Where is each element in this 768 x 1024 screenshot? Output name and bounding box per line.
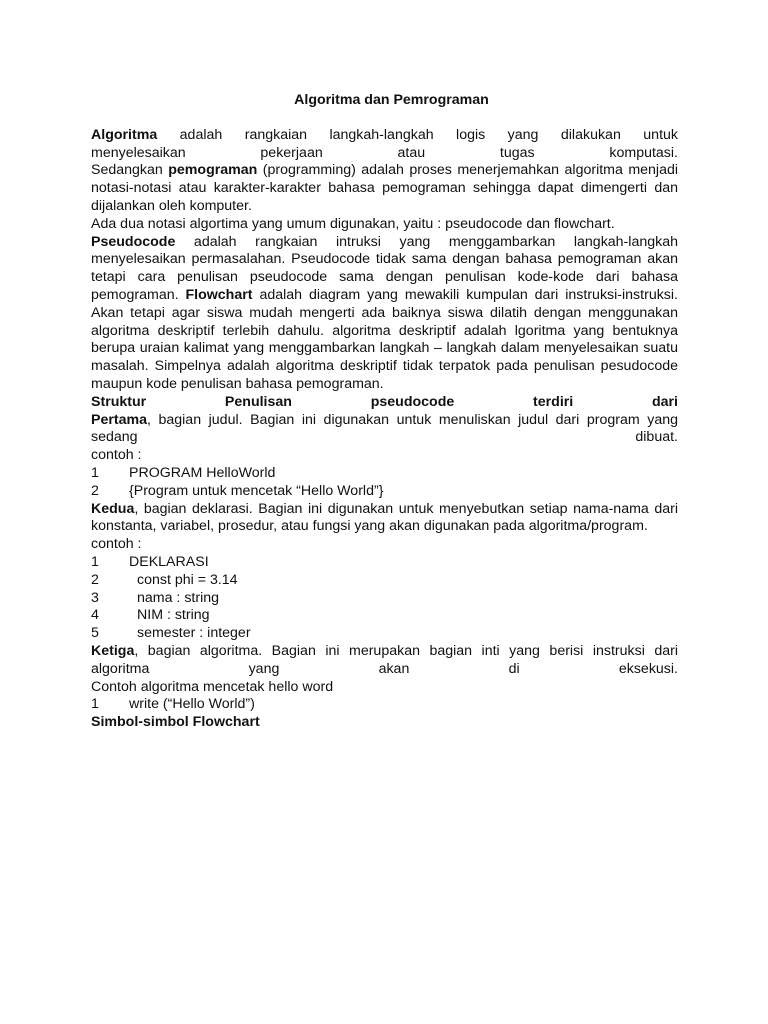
struktur-text: Struktur Penulisan pseudocode terdiri dari: [91, 393, 678, 410]
code-text: const phi = 3.14: [137, 571, 238, 588]
intro-pre: Sedangkan: [91, 162, 169, 179]
kedua-paragraph: [91, 501, 678, 537]
ketiga-text: , bagian algoritma. Bagian ini merupakan bagian inti yang berisi instruksi dari: [134, 642, 678, 659]
intro-text-1: adalah rangkaian langkah-langkah logis yang dilakukan untuk: [157, 126, 678, 143]
intro-text-2: (programming) adalah proses menerjemahkan algoritma menjadi notasi-notasi atau karakter-karakter bahasa pemograman sehingga dapat dimengerti dan dijalankan oleh komputer.: [91, 162, 679, 214]
term-ketiga: Ketiga: [91, 642, 135, 659]
code-line: [91, 696, 678, 714]
code-line: [91, 572, 678, 590]
code-text: NIM : string: [137, 607, 210, 624]
code-line: [91, 625, 678, 643]
pertama-line-1: [91, 412, 678, 430]
term-pseudocode: Pseudocode: [91, 233, 176, 250]
simbol-heading: [91, 714, 678, 732]
kedua-contoh: contoh :: [91, 536, 142, 553]
intro-paragraph-2: [91, 162, 678, 215]
code-text: DEKLARASI: [129, 553, 209, 570]
line-number: 1: [91, 696, 99, 713]
document-title: Algoritma dan Pemrograman: [294, 92, 489, 108]
pseudocode-text: adalah rangkaian intruksi yang menggambarkan langkah-langkah menyelesaikan permasalahan. Pseudocode tidak sama dengan bahasa pemograman akan tetapi cara penulisan pseudocode sama dengan penulisan kode-kode dari bahasa pemograman.: [91, 233, 678, 303]
line-number: 1: [91, 464, 99, 481]
flowchart-text: adalah diagram yang mewakili kumpulan dari instruksi-instruksi. Akan tetapi agar siswa mudah mengerti ada baiknya siswa dilatih dengan menggunakan algoritma deskriptif terlebih dahulu. algoritma deskriptif adalah lgoritma yang bentuknya berupa uraian kalimat yang menggambarkan langkah – langkah dalam menyelesaikan suatu masalah. Simpelnya adalah algoritma deskriptif tidak terpatok pada penulisan pesudocode maupun kode penulisan bahasa pemograman.: [91, 286, 678, 392]
code-text: {Program untuk mencetak “Hello World”}: [129, 482, 384, 499]
simbol-text: Simbol-simbol Flowchart: [91, 714, 260, 731]
pseudocode-paragraph: [91, 234, 678, 394]
notasi-paragraph: Ada dua notasi algortima yang umum digunakan, yaitu : pseudocode dan flowchart.: [91, 215, 615, 232]
pertama-text: , bagian judul. Bagian ini digunakan untuk menuliskan judul dari program yang: [147, 411, 678, 428]
code-line: [91, 554, 678, 572]
line-number: 2: [91, 482, 99, 499]
intro-line-1: [91, 127, 678, 145]
code-text: nama : string: [137, 589, 220, 606]
pertama-contoh: contoh :: [91, 447, 142, 464]
code-text: PROGRAM HelloWorld: [129, 464, 276, 481]
ketiga-line-2: algoritma yang akan di eksekusi.: [91, 660, 678, 677]
term-pemograman: pemograman: [168, 162, 258, 179]
code-text: write (“Hello World”): [129, 696, 255, 713]
ketiga-contoh: Contoh algoritma mencetak hello word: [91, 678, 334, 695]
line-number: 3: [91, 589, 99, 606]
struktur-heading: [91, 394, 678, 412]
term-kedua: Kedua: [91, 500, 135, 517]
code-text: semester : integer: [137, 625, 251, 642]
intro-line-2: menyelesaikan pekerjaan atau tugas komputasi.: [91, 144, 678, 161]
pertama-line-2: sedang dibuat.: [91, 429, 678, 446]
ketiga-line-1: [91, 643, 678, 661]
line-number: 5: [91, 625, 99, 642]
line-number: 1: [91, 553, 99, 570]
term-algoritma: Algoritma: [91, 126, 158, 143]
code-line: [91, 607, 678, 625]
kedua-text: , bagian deklarasi. Bagian ini digunakan untuk menyebutkan setiap nama-nama dari konstanta, variabel, prosedur, atau fungsi yang akan digunakan pada algoritma/program.: [91, 500, 678, 535]
code-line: [91, 465, 678, 483]
term-flowchart: Flowchart: [185, 286, 253, 303]
code-line: [91, 590, 678, 608]
line-number: 4: [91, 607, 99, 624]
term-pertama: Pertama: [91, 411, 147, 428]
line-number: 2: [91, 571, 99, 588]
code-line: [91, 483, 678, 501]
document-page: [91, 92, 678, 732]
